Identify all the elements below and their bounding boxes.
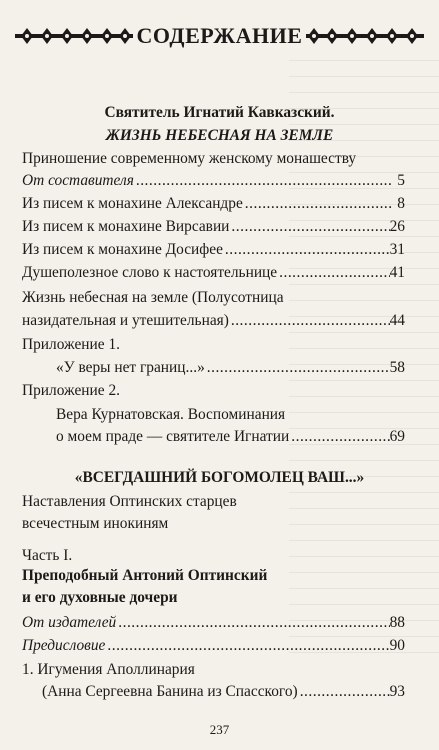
- toc-leader-dots: [229, 312, 390, 330]
- toc-entry-page: 5: [397, 172, 405, 189]
- toc-entry-page: 58: [389, 359, 405, 376]
- toc-leader-dots: [105, 637, 389, 655]
- toc-entry-abbess-line1: 1. Игумения Аполлинария: [22, 661, 195, 678]
- toc-entry-publishers[interactable]: [22, 614, 405, 632]
- section1-title: ЖИЗНЬ НЕБЕСНАЯ НА ЗЕМЛЕ: [105, 127, 334, 144]
- toc-entry-label: Из писем к монахине Александре: [22, 195, 243, 212]
- toc-leader-dots: [223, 241, 390, 259]
- toc-entry-page: 93: [389, 683, 405, 700]
- toc-entry-label: (Анна Сергеевна Банина из Спасского): [42, 683, 298, 700]
- section1-author: Святитель Игнатий Кавказский.: [104, 104, 335, 121]
- section2-subtitle-line2: всечестным инокиням: [22, 515, 169, 532]
- toc-entry-label: «У веры нет границ...»: [56, 359, 205, 376]
- toc-entry-page: 31: [389, 241, 405, 258]
- toc-entry-label: о моем праде — святителе Игнатии: [56, 428, 290, 445]
- toc-entry-label: От издателей: [22, 614, 117, 631]
- toc-entry-preface[interactable]: [22, 637, 405, 655]
- section1-dedication: Приношение современному женскому монашеству: [22, 150, 357, 167]
- toc-entry-nastoyatelnitsa[interactable]: [22, 264, 405, 282]
- toc-entry-dosifeya[interactable]: [22, 241, 405, 259]
- toc-entry-label: назидательная и утешительная): [22, 312, 229, 329]
- toc-entry-compiler[interactable]: [22, 172, 405, 190]
- part1-label: Часть I.: [22, 547, 73, 564]
- toc-entry-virsavia[interactable]: [22, 218, 405, 236]
- toc-entry-label: От составителя: [22, 172, 134, 189]
- toc-entry-page: 90: [389, 637, 405, 654]
- toc-entry-abbess[interactable]: [42, 683, 405, 701]
- toc-entry-page: 44: [389, 312, 405, 329]
- appendix2-line1: Вера Курнатовская. Воспоминания: [56, 406, 286, 423]
- appendix1-title: Приложение 1.: [22, 336, 120, 353]
- toc-entry-page: 88: [389, 614, 405, 631]
- toc-leader-dots: [289, 428, 389, 446]
- toc-leader-dots: [205, 359, 390, 377]
- elder-heading-line1: Преподобный Антоний Оптинский: [22, 567, 268, 584]
- section2-subtitle-line1: Наставления Оптинских старцев: [22, 493, 237, 510]
- contents-heading: СОДЕРЖАНИЕ: [136, 23, 303, 48]
- appendix2-title: Приложение 2.: [22, 382, 120, 399]
- toc-entry-page: 41: [389, 264, 405, 281]
- toc-entry-life-line1: Жизнь небесная на земле (Полусотница: [22, 289, 284, 306]
- section2-title: «ВСЕГДАШНИЙ БОГОМОЛЕЦ ВАШ...»: [74, 469, 365, 486]
- toc-entry-aleksandra[interactable]: [22, 195, 405, 213]
- toc-leader-dots: [116, 614, 389, 632]
- toc-entry-page: 8: [397, 195, 405, 212]
- toc-leader-dots: [298, 683, 390, 701]
- toc-entry-appendix1[interactable]: [56, 359, 405, 377]
- toc-leader-dots: [229, 218, 389, 236]
- toc-entry-life[interactable]: [22, 312, 405, 330]
- ornament-right-icon: [306, 25, 424, 47]
- toc-entry-label: Душеполезное слово к настоятельнице: [22, 264, 278, 281]
- toc-entry-appendix2[interactable]: [56, 428, 405, 446]
- toc-entry-label: Из писем к монахине Досифее: [22, 241, 223, 258]
- toc-entry-label: Из писем к монахине Вирсавии: [22, 218, 230, 235]
- toc-leader-dots: [134, 172, 393, 190]
- elder-heading-line2: и его духовные дочери: [22, 589, 178, 606]
- page-number: 237: [209, 722, 230, 737]
- page-header: [0, 21, 439, 51]
- toc-entry-page: 26: [389, 218, 405, 235]
- toc-entry-page: 69: [389, 428, 405, 445]
- toc-leader-dots: [277, 264, 389, 282]
- toc-leader-dots: [243, 195, 393, 213]
- toc-entry-label: Предисловие: [22, 637, 106, 654]
